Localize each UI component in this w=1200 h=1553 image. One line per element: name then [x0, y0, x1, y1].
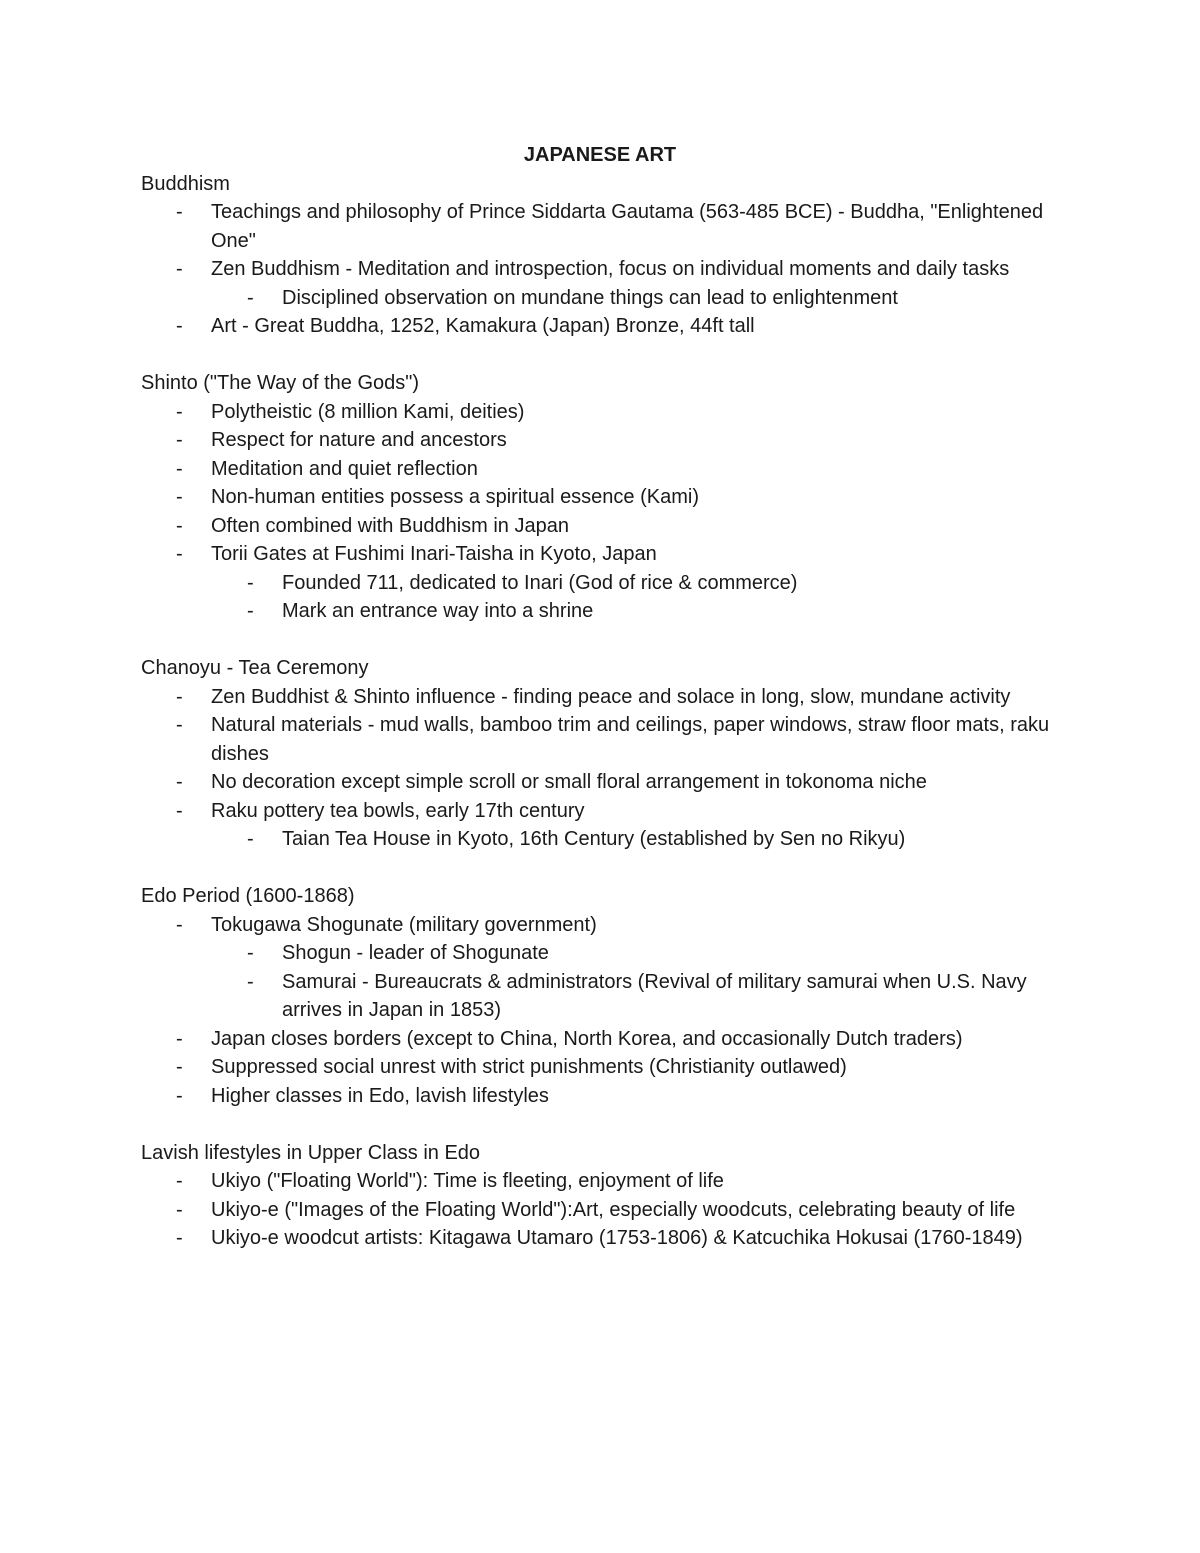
dash-bullet-icon: - — [176, 514, 183, 537]
dash-bullet-icon: - — [176, 1056, 183, 1078]
sub-list-item — [141, 825, 1061, 854]
list-row — [141, 1224, 1061, 1253]
list-row — [141, 597, 1061, 626]
list-item-text: Samurai - Bureaucrats & administrators (Revival of military samurai when U.S. Navy arrives in Japan in 1853) — [282, 970, 1027, 1021]
sub-list-item — [141, 939, 1061, 968]
list — [141, 255, 1061, 284]
list-item — [141, 455, 1061, 484]
sub-list — [141, 569, 1061, 598]
dash-bullet-icon: - — [176, 315, 183, 337]
list-item-text: Ukiyo-e ("Images of the Floating World"):Art, especially woodcuts, celebrating beauty of life — [211, 1198, 1016, 1221]
list — [141, 1053, 1061, 1082]
list-item — [141, 1167, 1061, 1196]
list-item — [141, 512, 1061, 541]
list-item-text: Art - Great Buddha, 1252, Kamakura (Japan) Bronze, 44ft tall — [211, 315, 755, 337]
section-heading: Buddhism — [141, 172, 230, 195]
list-item — [141, 1025, 1061, 1054]
sub-list-item — [141, 569, 1061, 598]
list-row — [141, 911, 1061, 940]
list — [141, 1196, 1061, 1225]
list-item-text: Ukiyo-e woodcut artists: Kitagawa Utamaro (1753-1806) & Katcuchika Hokusai (1760-1849) — [211, 1227, 1023, 1249]
list-row — [141, 398, 1061, 427]
list — [141, 911, 1061, 940]
list-row — [141, 768, 1061, 797]
bullet-list — [141, 198, 1061, 341]
list-item-text: Zen Buddhist & Shinto influence - finding peace and solace in long, slow, mundane activity — [211, 685, 1011, 708]
list-item-text: Japan closes borders (except to China, North Korea, and occasionally Dutch traders) — [211, 1027, 963, 1050]
dash-bullet-icon: - — [247, 600, 254, 622]
dash-bullet-icon: - — [176, 486, 183, 508]
list-item-text: Taian Tea House in Kyoto, 16th Century (established by Sen no Rikyu) — [282, 828, 906, 850]
dash-bullet-icon: - — [176, 714, 183, 736]
dash-bullet-icon: - — [176, 201, 183, 223]
list-item — [141, 312, 1061, 341]
dash-bullet-icon: - — [176, 457, 183, 480]
list-item-text: Polytheistic (8 million Kami, deities) — [211, 400, 525, 423]
list — [141, 711, 1061, 768]
list — [141, 1025, 1061, 1054]
dash-bullet-icon: - — [176, 771, 183, 793]
list-item-text: Respect for nature and ancestors — [211, 429, 507, 451]
list-item — [141, 198, 1061, 255]
section-heading: Lavish lifestyles in Upper Class in Edo — [141, 1141, 481, 1164]
list-item — [141, 255, 1061, 284]
sub-list — [141, 968, 1061, 1025]
bullet-list — [141, 683, 1061, 854]
list-row — [141, 1196, 1061, 1225]
dash-bullet-icon: - — [176, 1227, 183, 1249]
list-item — [141, 911, 1061, 940]
list-row — [141, 939, 1061, 968]
list-item-text: Disciplined observation on mundane things can lead to enlightenment — [282, 286, 898, 309]
list — [141, 1224, 1061, 1253]
list — [141, 483, 1061, 512]
list — [141, 768, 1061, 797]
section — [141, 654, 1061, 854]
list-row — [141, 198, 1061, 255]
list-item-text: Torii Gates at Fushimi Inari-Taisha in Kyoto, Japan — [211, 543, 657, 565]
dash-bullet-icon: - — [176, 685, 183, 708]
list-row — [141, 968, 1061, 1025]
list-item-text: Meditation and quiet reflection — [211, 457, 478, 480]
dash-bullet-icon: - — [247, 286, 254, 309]
section-heading: Edo Period (1600-1868) — [141, 885, 355, 907]
dash-bullet-icon: - — [176, 400, 183, 423]
dash-bullet-icon: - — [176, 1198, 183, 1221]
sub-list-item — [141, 968, 1061, 1025]
list-row — [141, 255, 1061, 284]
list-row — [141, 825, 1061, 854]
list-item-text: Raku pottery tea bowls, early 17th century — [211, 799, 585, 822]
list-row — [141, 683, 1061, 712]
dash-bullet-icon: - — [247, 828, 254, 850]
list-item-text: Higher classes in Edo, lavish lifestyles — [211, 1084, 549, 1107]
list-row — [141, 797, 1061, 826]
list-item — [141, 768, 1061, 797]
list-item — [141, 1082, 1061, 1111]
dash-bullet-icon: - — [176, 543, 183, 565]
dash-bullet-icon: - — [176, 913, 183, 936]
list-row — [141, 512, 1061, 541]
bullet-list — [141, 911, 1061, 1111]
list-item-text: Suppressed social unrest with strict punishments (Christianity outlawed) — [211, 1056, 847, 1078]
section — [141, 170, 1061, 341]
list-row — [141, 284, 1061, 313]
list-item-text: Ukiyo ("Floating World"): Time is fleeting, enjoyment of life — [211, 1170, 724, 1192]
list-item — [141, 398, 1061, 427]
dash-bullet-icon: - — [247, 571, 254, 594]
section-heading: Shinto ("The Way of the Gods") — [141, 372, 420, 394]
list-item-text: Often combined with Buddhism in Japan — [211, 514, 569, 537]
section — [141, 1139, 1061, 1253]
list — [141, 398, 1061, 427]
list — [141, 1167, 1061, 1196]
list-item-text: Tokugawa Shogunate (military government) — [211, 913, 597, 936]
list-row — [141, 1082, 1061, 1111]
list-row — [141, 312, 1061, 341]
list-item — [141, 426, 1061, 455]
sub-list — [141, 939, 1061, 968]
list — [141, 1082, 1061, 1111]
list-item — [141, 797, 1061, 826]
list-row — [141, 569, 1061, 598]
dash-bullet-icon: - — [247, 970, 254, 993]
list-item-text: Teachings and philosophy of Prince Siddarta Gautama (563-485 BCE) - Buddha, "Enlightened One" — [211, 201, 1044, 252]
list — [141, 797, 1061, 826]
dash-bullet-icon: - — [176, 1084, 183, 1107]
list-item-text: Zen Buddhism - Meditation and introspection, focus on individual moments and daily tasks — [211, 258, 1010, 280]
dash-bullet-icon: - — [176, 1170, 183, 1192]
list-item — [141, 540, 1061, 569]
list — [141, 683, 1061, 712]
list-row — [141, 711, 1061, 768]
list-row — [141, 1053, 1061, 1082]
dash-bullet-icon: - — [176, 258, 183, 280]
list-item-text: Natural materials - mud walls, bamboo trim and ceilings, paper windows, straw floor mats, raku dishes — [211, 714, 1050, 765]
dash-bullet-icon: - — [176, 799, 183, 822]
section — [141, 882, 1061, 1110]
list-item — [141, 711, 1061, 768]
document-body — [141, 170, 1061, 1253]
sub-list — [141, 284, 1061, 313]
list — [141, 426, 1061, 455]
list-item — [141, 1196, 1061, 1225]
bullet-list — [141, 1167, 1061, 1253]
list-item — [141, 1224, 1061, 1253]
sub-list-item — [141, 597, 1061, 626]
bullet-list — [141, 398, 1061, 626]
list-item-text: Shogun - leader of Shogunate — [282, 942, 549, 964]
list-item-text: Founded 711, dedicated to Inari (God of rice & commerce) — [282, 571, 798, 594]
list — [141, 198, 1061, 255]
list-item-text: Mark an entrance way into a shrine — [282, 600, 594, 622]
document-title: JAPANESE ART — [523, 144, 677, 166]
list-row — [141, 1025, 1061, 1054]
list-row — [141, 483, 1061, 512]
list — [141, 455, 1061, 484]
section — [141, 369, 1061, 626]
list-item-text: No decoration except simple scroll or small floral arrangement in tokonoma niche — [211, 771, 927, 793]
list-item — [141, 1053, 1061, 1082]
dash-bullet-icon: - — [176, 1027, 183, 1050]
sub-list-item — [141, 284, 1061, 313]
list-item — [141, 683, 1061, 712]
list — [141, 312, 1061, 341]
list-row — [141, 426, 1061, 455]
list-item-text: Non-human entities possess a spiritual essence (Kami) — [211, 486, 699, 508]
section-heading: Chanoyu - Tea Ceremony — [141, 657, 369, 679]
list-row — [141, 455, 1061, 484]
list-row — [141, 540, 1061, 569]
dash-bullet-icon: - — [176, 429, 183, 451]
list-item — [141, 483, 1061, 512]
list-row — [141, 1167, 1061, 1196]
dash-bullet-icon: - — [247, 942, 254, 964]
sub-list — [141, 825, 1061, 854]
list — [141, 540, 1061, 569]
sub-list — [141, 597, 1061, 626]
list — [141, 512, 1061, 541]
